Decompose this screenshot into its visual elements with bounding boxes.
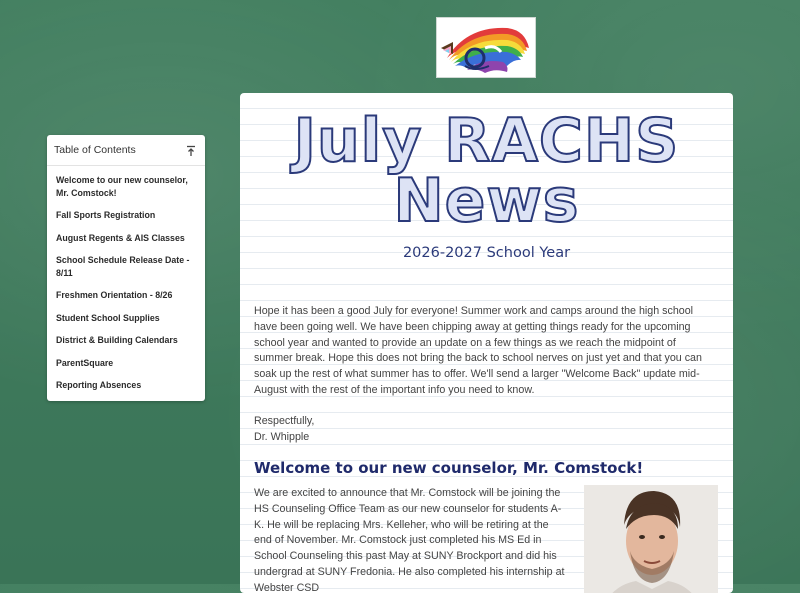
section-heading-new-counselor: Welcome to our new counselor, Mr. Comstock! [254,459,644,477]
toc-item-school-supplies[interactable]: Student School Supplies [56,312,160,323]
toc-item-freshmen-orientation[interactable]: Freshmen Orientation - 8/26 [56,290,173,300]
newsletter-banner [240,93,733,293]
school-logo [436,17,536,78]
closing-text: Respectfully, [254,415,315,427]
collapse-to-top-icon[interactable] [185,144,197,156]
banner-title-line-2: News [393,166,580,236]
toc-header [47,135,205,166]
toc-item-fall-sports[interactable]: Fall Sports Registration [56,210,156,220]
toc-item-parentsquare[interactable]: ParentSquare [56,357,114,368]
toc-item-august-regents[interactable]: August Regents & AIS Classes [56,232,185,243]
counselor-portrait-icon [584,485,718,593]
counselor-photo [584,485,718,593]
pride-mascot-logo-icon [437,18,535,77]
toc-list [47,166,205,392]
signature-block [254,414,716,446]
toc-item-new-counselor[interactable]: Welcome to our new counselor, Mr. Comstock! [56,175,188,198]
toc-item-calendars[interactable]: District & Building Calendars [56,335,178,345]
toc-title: Table of Contents [54,144,136,156]
table-of-contents [47,135,205,401]
intro-paragraph: Hope it has been a good July for everyone! Summer work and camps around the high school have been going well. We have been chipping away at getting things ready for the upcoming school year and wanted to provide an update on a few things as we reach the midpoint of summer break. Hope this does not bring the back to school nerves on just yet and that you can soak up the rest of what summer has to offer. We'll send a larger "Welcome Back" update mid-August with the rest of the important info you need to know. [254,305,702,396]
toc-item-schedule-release[interactable]: School Schedule Release Date - 8/11 [56,255,190,278]
banner-subtitle: 2026-2027 School Year [402,245,571,261]
banner-title-line-1: July RACHS [293,106,680,176]
toc-item-reporting-absences[interactable]: Reporting Absences [56,380,142,390]
signature-name: Dr. Whipple [254,430,310,443]
new-counselor-paragraph: We are excited to announce that Mr. Comstock will be joining the HS Counseling Office Team as our new counselor for students A-K. He will be replacing Mrs. Kelleher, who will be retiring at the end of November. Mr. Comstock just completed his MS Ed in School Counseling this past May at SUNY Brockport and did his undergrad at SUNY Fredonia. He also completed his internship at Webster CSD [254,487,565,593]
newsletter-card [240,93,733,593]
banner-title [240,106,733,236]
